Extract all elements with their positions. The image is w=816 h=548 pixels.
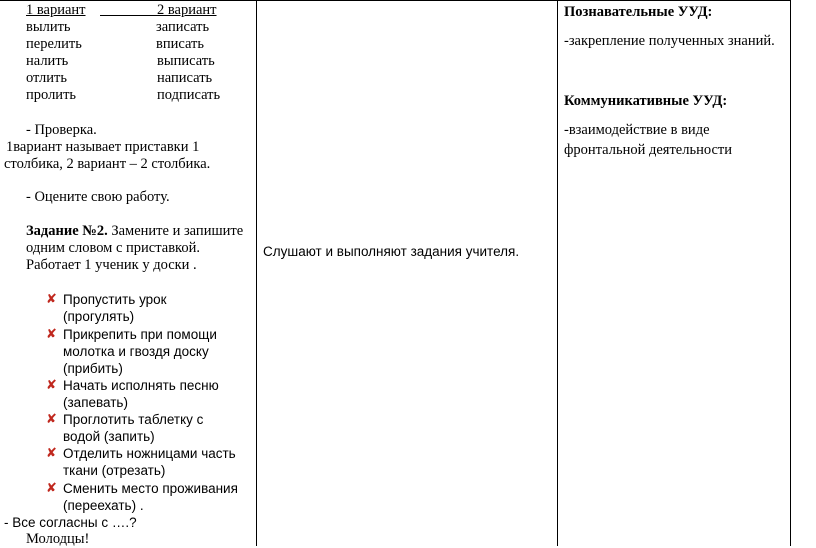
item-4-line-1: Проглотить таблетку с xyxy=(63,412,204,427)
cognitive-title: Познавательные УУД: xyxy=(564,4,713,20)
item-1-line-2: (прогулять) xyxy=(63,309,135,324)
check-line-1: 1вариант называет приставки 1 xyxy=(6,139,200,155)
table-top-border xyxy=(0,0,790,1)
item-6-line-1: Сменить место проживания xyxy=(63,481,238,496)
word-1-5: пролить xyxy=(26,87,77,103)
task-label: Задание №2. xyxy=(26,223,108,239)
cross-mark-icon: ✘ xyxy=(46,481,57,496)
task-line-2: одним словом с приставкой. xyxy=(26,240,200,256)
task-instruction: Замените и запишите xyxy=(107,223,244,239)
item-6-line-2: (переехать) . xyxy=(63,498,144,513)
item-2-line-1: Прикрепить при помощи xyxy=(63,327,217,342)
check-line-2: столбика, 2 вариант – 2 столбика. xyxy=(4,156,211,172)
word-2-5: подписать xyxy=(157,87,221,103)
item-2-line-3: (прибить) xyxy=(63,361,123,376)
table-right-border xyxy=(790,0,791,546)
item-2-line-2: молотка и гвоздя доску xyxy=(63,344,209,359)
cross-mark-icon: ✘ xyxy=(46,327,57,342)
word-1-4: отлить xyxy=(26,70,67,86)
check-heading: - Проверка. xyxy=(26,122,97,138)
cross-mark-icon: ✘ xyxy=(46,378,57,393)
header-underline-gap xyxy=(100,15,157,16)
student-activity: Слушают и выполняют задания учителя. xyxy=(263,244,520,259)
cross-mark-icon: ✘ xyxy=(46,412,57,427)
word-2-2: вписать xyxy=(156,36,204,52)
agree-question: - Все согласны с ….? xyxy=(4,515,137,530)
cognitive-text: -закрепление полученных знаний. xyxy=(564,33,775,49)
word-1-3: налить xyxy=(26,53,69,69)
praise-line: Молодцы! xyxy=(26,531,90,547)
item-3-line-2: (запевать) xyxy=(63,395,128,410)
item-4-line-2: водой (запить) xyxy=(63,429,155,444)
column-divider-1 xyxy=(256,0,257,546)
column-divider-2 xyxy=(557,0,558,546)
cross-mark-icon: ✘ xyxy=(46,292,57,307)
item-5-line-2: ткани (отрезать) xyxy=(63,463,166,478)
variant-header-1: 1 вариант xyxy=(26,2,86,18)
task-line-3: Работает 1 ученик у доски . xyxy=(26,257,197,273)
communicative-line-2: фронтальной деятельности xyxy=(564,142,732,158)
communicative-line-1: -взаимодействие в виде xyxy=(564,122,710,138)
communicative-title: Коммуникативные УУД: xyxy=(564,93,728,109)
variant-header-2: 2 вариант xyxy=(157,2,217,18)
word-1-1: вылить xyxy=(26,19,71,35)
task-line-1 xyxy=(26,223,243,240)
word-2-3: выписать xyxy=(157,53,215,69)
word-2-4: написать xyxy=(157,70,213,86)
item-1-line-1: Пропустить урок xyxy=(63,292,167,307)
word-1-2: перелить xyxy=(26,36,82,52)
word-2-1: записать xyxy=(156,19,210,35)
item-3-line-1: Начать исполнять песню xyxy=(63,378,219,393)
cross-mark-icon: ✘ xyxy=(46,446,57,461)
item-5-line-1: Отделить ножницами часть xyxy=(63,446,236,461)
evaluate-line: - Оцените свою работу. xyxy=(26,189,170,205)
